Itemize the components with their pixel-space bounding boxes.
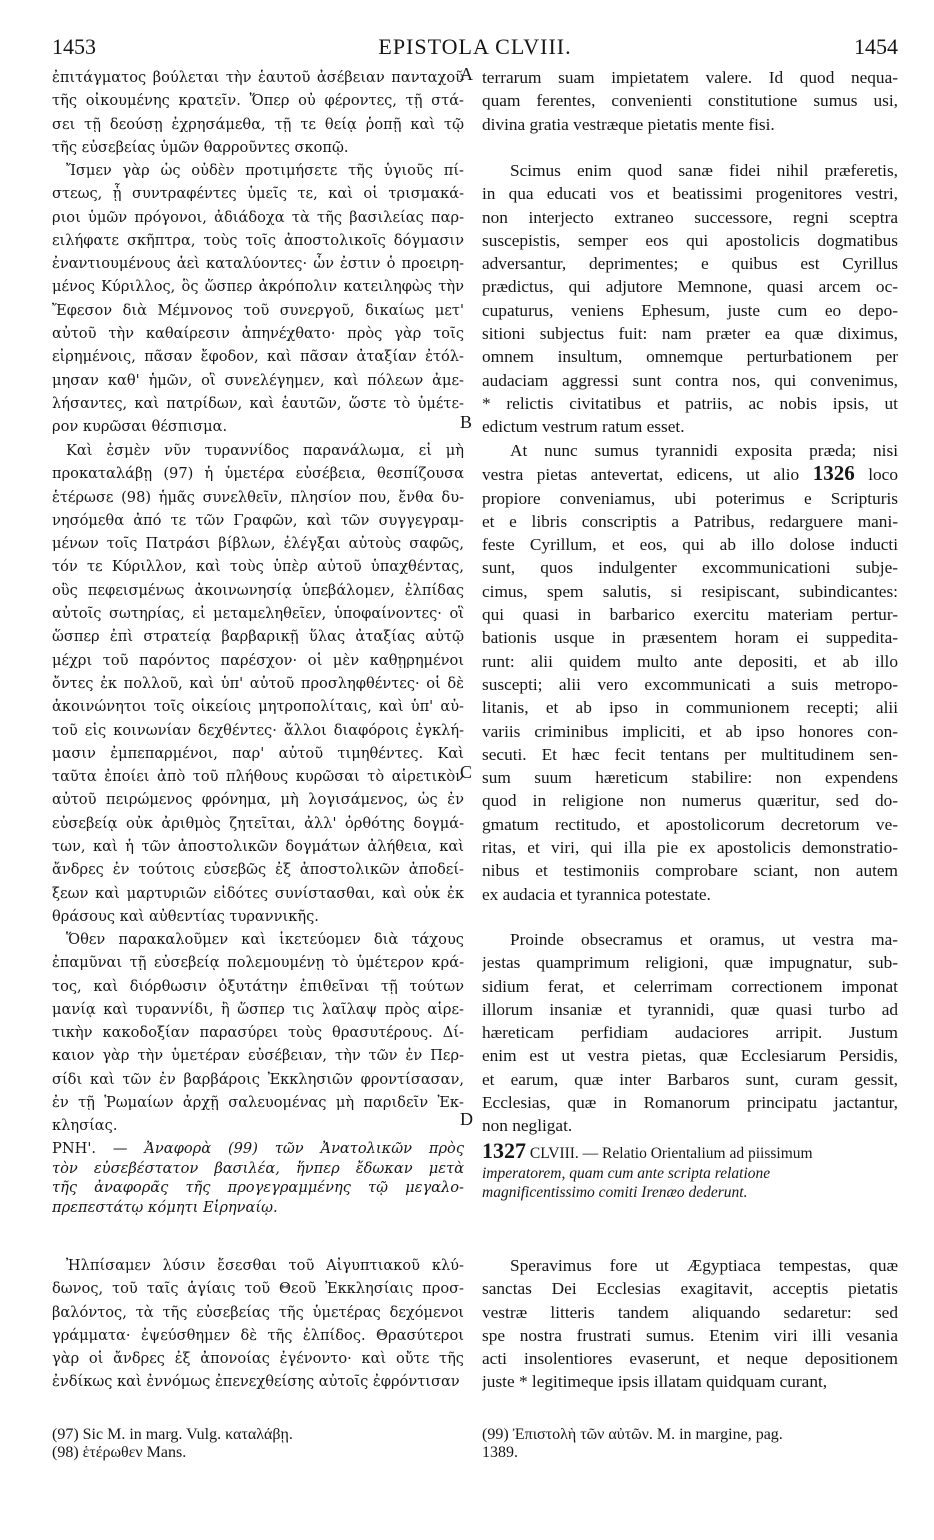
greek-paragraph-4	[52, 928, 464, 1138]
text-line: et earum, quæ inter Barbaros sunt, curam gessit,	[482, 1069, 898, 1089]
text-line: cimus, spem salutis, si resipiscant, subindicantes:	[482, 581, 898, 601]
text-line: sitioni subjectus fuit: nam præter ea quæ diximus,	[482, 324, 898, 344]
column-number: 1326	[812, 462, 855, 486]
text-line: εὐσεβείᾳ οὐκ ἀριθμὸς ζητεῖται, ἀλλ' ὀρθότης δογμά-	[52, 814, 464, 832]
footnote-99-cont: 1389.	[482, 1444, 518, 1461]
footnote-97: (97) Sic M. in marg. Vulg. καταλάβῃ.	[52, 1426, 293, 1443]
text-line: ὄντες ἐκ πολλοῦ, καὶ ὑπ' αὐτοῦ προσληφθέντες· οἱ δὲ	[52, 674, 464, 692]
latin-paragraph-1	[482, 66, 898, 136]
margin-letter-c: C	[460, 762, 473, 782]
text-line: τος, καὶ διόρθωσιν ὀξυτάτην ἐπιθεῖναι τῇ τούτων	[52, 977, 464, 995]
text-line: et e libris conscriptis a Patribus, redarguere mani-	[482, 511, 898, 531]
text-line: edictum vestrum ratum esset.	[482, 417, 685, 437]
text-line: δωνος, τοῦ ταῖς ἁγίαις τοῦ Θεοῦ Ἐκκλησίαις προσ-	[52, 1280, 464, 1298]
greek-footnotes	[52, 1426, 464, 1462]
text-line: ritas, et viri, qui illa pie ex apostolicis demonstratio-	[482, 838, 898, 858]
text-line: ἄνδρες ἐν τούτοις εὐσεβῶς ἐξ ἀποστολικῶν ἀποδεί-	[52, 861, 464, 879]
text-line: λήσαντες, καὶ πατρίδων, καὶ ἑαυτῶν, ὥστε τὸ ὑμέτε-	[52, 394, 464, 412]
text-line: bationis usque in præsentem horam ei suppedita-	[482, 628, 898, 648]
latin-heading-line-2: imperatorem, quam cum ante scripta relatione	[482, 1164, 771, 1182]
text-line: τοῦ εἰς κοινωνίαν δεχθέντες· ἄλλοι διαφόροις ἐγκλή-	[52, 721, 464, 739]
text-line: οὓς πεφεισμένως ἀκοινωνησίᾳ ὑπεβάλομεν, ἐλπίδας	[52, 581, 464, 599]
text-line: quod in religione non numerus quæritur, sed do-	[482, 791, 898, 811]
greek-paragraph-1	[52, 66, 464, 159]
text-line: τὸν εὐσεβέστατον βασιλέα, ἥνπερ ἔδωκαν μετὰ	[52, 1159, 464, 1177]
text-line: μασιν ἐμπεπαρμένοι, παρ' αὐτοῦ τιμηθέντες. Καὶ	[52, 744, 464, 762]
latin-paragraph-4	[482, 928, 898, 1138]
text-line: ἐν τῇ Ῥωμαίων ἀρχῇ σαλευομένας μὴ παριδεῖν Ἐκ-	[52, 1094, 464, 1112]
text-line: πρεπεστάτῳ κόμητι Εἰρηναίῳ.	[52, 1198, 278, 1216]
text-line: αὐτοῖς σωτηρίας, εἰ μεταμεληθεῖεν, ὑποφαίνοντες· οἳ	[52, 605, 464, 623]
text-line: αὐτοῦ πειρώμενος φρόνημα, μὴ λογισάμενος, ὡς ἐν	[52, 791, 464, 809]
text-line: non negligat.	[482, 1116, 573, 1136]
text-line: adversantur, deprimentes; e quibus est Cyrillus	[482, 254, 898, 274]
greek-paragraph-5	[52, 1254, 464, 1394]
text-line: τόν τε Κύριλλον, καὶ τοὺς ὑπὲρ αὐτοῦ ὑπαχθέντας,	[52, 558, 464, 576]
text-line: μένων τοῖς Πατράσι βίβλων, ἐλέγξαι αὐτοὺς σαφῶς,	[52, 535, 464, 553]
text-line: τῆς ἀναφορᾶς τῆς προγεγραμμένης τῷ μεγαλο-	[52, 1179, 464, 1196]
footnote-98: (98) ἑτέρωθεν Mans.	[52, 1444, 187, 1461]
text-line: ἐπιτάγματος βούλεται τὴν ἑαυτοῦ ἀσέβειαν πανταχοῦ	[52, 69, 464, 86]
text-line: prædictus, qui adjutore Memnone, quasi arcem oc-	[482, 277, 898, 297]
text-line: sunt, quos indulgenter excommunicationi subje-	[482, 558, 898, 578]
text-line: hæreticam perfidiam audaciores arripit. Justum	[482, 1023, 898, 1043]
latin-section-heading	[482, 1141, 898, 1203]
text-line: κλησίας.	[52, 1117, 118, 1135]
text-line: Ἔφεσον διὰ Μέμνονος τοῦ συνεργοῦ, δικαίως μετ'	[52, 301, 464, 319]
margin-letter-b: B	[460, 412, 473, 432]
text-line: ἐπαμῦναι τῇ εὐσεβείᾳ πολεμουμένῃ τὸ ὑμέτερον κρά-	[52, 954, 464, 972]
text-line: νησόμεθα ἀπό τε τῶν Γραφῶν, καὶ τῶν συγγεγραμ-	[52, 511, 464, 529]
running-title: EPISTOLA CLVIII.	[378, 34, 572, 59]
text-line: προκαταλάβῃ (97) ἡ ὑμετέρα εὐσέβεια, θεσπίζουσα	[52, 465, 464, 483]
text-line: suscepistis, semper eos qui apostolicis dogmatibus	[482, 230, 898, 250]
text-line: Ἠλπίσαμεν λύσιν ἔσεσθαι τοῦ Αἰγυπτιακοῦ κλύ-	[66, 1257, 464, 1274]
text-line: * relictis civitatibus et patriis, ac nobis ipsis, ut	[482, 393, 898, 413]
text-line: audaciam aggressi sunt contra nos, qui convenimus,	[482, 370, 898, 390]
greek-paragraph-3	[52, 439, 464, 928]
text-line: Καὶ ἐσμὲν νῦν τυραννίδος παρανάλωμα, εἰ μὴ	[66, 442, 464, 459]
text-line: propiore conveniamus, ubi poterimus e Scripturis	[482, 488, 898, 508]
running-head	[52, 34, 898, 64]
text-line: runt: alii quidem multo ante depositi, et ab illo	[482, 651, 898, 671]
text-line: εἰρημένοις, πᾶσαν ἔφοδον, καὶ πᾶσαν ἀταξίαν ἐτόλ-	[52, 348, 464, 366]
text-line: terrarum suam impietatem valere. Id quod nequa-	[482, 68, 898, 87]
text-segment: vestra pietas antevertat, edicens, ut alio	[482, 465, 813, 485]
text-line: ἐναντιουμένους ἀεὶ καταλύοντες· ὧν ἐστιν ὁ προειρη-	[52, 255, 464, 273]
text-line: litanis, et ab ipso in communionem recepti; alii	[482, 698, 898, 718]
text-line: τῆς οἰκουμένης κρατεῖν. Ὅπερ οὐ φέροντες, τῇ στά-	[52, 92, 464, 110]
footnote-99: (99) Ἐπιστολὴ τῶν αὐτῶν. M. in margine, pag.	[482, 1426, 783, 1443]
margin-letter-a: A	[460, 64, 473, 84]
greek-section-heading	[52, 1139, 464, 1217]
text-line: ἐνδίκως καὶ ἐννόμως ἐπενεχθείσης αὐτοῖς ἐφρόντισαν	[52, 1373, 460, 1391]
latin-paragraph-5	[482, 1254, 898, 1394]
text-line: Ὅθεν παρακαλοῦμεν καὶ ἱκετεύομεν διὰ τάχους	[66, 931, 464, 948]
latin-heading-line	[482, 1141, 898, 1164]
text-line: μανίᾳ καὶ τυραννίδι, ἢ ὥσπερ τις λαῖλαψ πρὸς αἱρε-	[52, 1000, 464, 1018]
text-line: quam ferentes, convenienti constitutione sumus usi,	[482, 91, 898, 111]
text-line: γὰρ οἱ ἄνδρες ἐξ ἀπονοίας ἐγένοντο· καὶ οὔτε τῆς	[52, 1350, 464, 1368]
latin-paragraph-2	[482, 159, 898, 439]
text-line: ξεων καὶ μαρτυριῶν εἰδότες συνίστασθαι, καὶ οὐκ ἐκ	[52, 884, 464, 902]
text-line: sum suum hæreticum stabilire: non expendens	[482, 768, 898, 788]
text-line: τικὴν κακοδοξίαν παρασύρει τοὺς θρασυτέρους. Δί-	[52, 1024, 464, 1042]
text-line: enim est ut vestra pietas, quæ Ecclesiarum Persidis,	[482, 1046, 898, 1066]
text-line: στεως, ᾗ συντραφέντες ὑμεῖς τε, καὶ οἱ τρισμακά-	[52, 185, 464, 203]
margin-letter-d: D	[460, 1109, 473, 1129]
text-line: in qua educati vos et beatissimi progenitores vestri,	[482, 184, 898, 204]
text-line: Ἴσμεν γὰρ ὡς οὐδὲν προτιμήσετε τῆς ὑγιοῦς πί-	[66, 162, 464, 179]
column-number: 1327	[482, 1141, 526, 1163]
text-line: feste Cyrillum, et eos, qui ab illo dolose inducti	[482, 535, 898, 555]
text-line: των, καὶ ἡ τῶν ἀποστολικῶν δογμάτων ἀλήθεια, καὶ	[52, 838, 464, 856]
text-line: ex audacia et tyrannica potestate.	[482, 884, 711, 904]
heading-title: Ἀναφορὰ (99) τῶν Ἀνατολικῶν πρὸς	[144, 1140, 464, 1157]
text-line: ταῦτα ἐποίει ἀπὸ τοῦ πλήθους κυρῶσαι τὸ αἱρετικὸν	[52, 768, 464, 786]
text-line: τῆς εὐσεβείας ὑμῶν θαρροῦντες σκοπῷ.	[52, 138, 349, 156]
text-line: Speravimus fore ut Ægyptiaca tempestas, quæ	[510, 1256, 898, 1275]
text-line: spe nostra frustrati sumus. Etenim viri illi vesania	[482, 1325, 898, 1345]
latin-heading-line-3: magnificentissimo comiti Irenæo dederunt.	[482, 1184, 748, 1201]
greek-paragraph-2	[52, 159, 464, 439]
text-line: ὥσπερ ἐπὶ στρατείᾳ βαρβαρικῇ ὕλας ἀταξίας αὐτῷ	[52, 628, 464, 646]
text-line: At nunc sumus tyrannidi exposita præda; nisi	[510, 441, 898, 460]
text-line: vestræ litteris tandem aliquando sedaretur: sed	[482, 1302, 898, 1322]
text-line: καιον γὰρ τὴν ὑμετέραν εὐσέβειαν, τὴν τῶν ἐν Περ-	[52, 1047, 464, 1065]
text-line: ἑτέρωσε (98) ἡμᾶς συνελθεῖν, πλησίον που, ἔνθα δυ-	[52, 488, 464, 506]
text-line: ρον κυρῶσαι θέσπισμα.	[52, 418, 228, 436]
heading-number: ΡΝΗ'. —	[52, 1140, 145, 1157]
latin-paragraph-3	[482, 439, 898, 906]
text-line: jestas quamprimum religioni, quæ impugnatur, sub-	[482, 953, 898, 973]
text-line: omnem insultum, omnemque perturbationem per	[482, 347, 898, 367]
text-line: cupaturus, veniens Ephesum, juste cum eo depo-	[482, 300, 898, 320]
text-line: μησαν καθ' ἡμῶν, οἳ συνελέγημεν, καὶ πόλεων ἀμε-	[52, 371, 464, 389]
latin-heading-line-1: CLVIII. — Relatio Orientalium ad piissimum	[529, 1145, 813, 1162]
text-line: ειλήφατε σκῆπτρα, τοὺς τοῖς ἀποστολικοῖς δόγμασιν	[52, 231, 464, 249]
text-line: Proinde obsecramus et oramus, ut vestra ma-	[510, 930, 898, 949]
text-line: qui quasi in barbarico exercitu materiam pertur-	[482, 605, 898, 625]
text-line: γράμματα· ἐψεύσθημεν δὲ τῆς ἐλπίδος. Θρασύτεροι	[52, 1326, 464, 1344]
latin-footnotes	[482, 1426, 898, 1462]
text-line: μέχρι τοῦ παρόντος παρέσχον· οἱ μὲν καθῃρημένοι	[52, 651, 464, 669]
text-line: juste * legitimeque ipsis illatam quidquam curant,	[482, 1372, 828, 1392]
text-segment: loco	[854, 465, 898, 485]
text-line: variis criminibus impliciti, et ab ipso honores con-	[482, 721, 898, 741]
page-number-right: 1454	[854, 34, 898, 59]
text-line: αὐτοῦ τὴν καθαίρεσιν ἀπηνέχθατο· πρὸς γὰρ τοῖς	[52, 325, 464, 343]
text-line: μένος Κύριλλος, ὃς ὥσπερ ἀκρόπολιν κατειληφὼς τὴν	[52, 278, 464, 296]
text-line: secuti. Et hæc fecit tentans per multitudinem sen-	[482, 744, 898, 764]
text-line: ἀκοινώνητοι τοῖς οἰκείοις μητροπολίταις, καὶ ὑπ' αὐ-	[52, 698, 464, 716]
text-line: non interjecto extraneo successore, regni sceptra	[482, 207, 898, 227]
text-line: σει τῇ δεούσῃ ἐχρησάμεθα, τῇ τε θείᾳ ῥοπῇ καὶ τῷ	[52, 115, 464, 133]
text-line: divina gratia vestræque pietatis mente fisi.	[482, 114, 775, 134]
text-line: ριοι ὑμῶν πρόγονοι, ἀδιάδοχα τὰ τῆς βασιλείας παρ-	[52, 208, 464, 226]
text-line: sanctas Dei Ecclesias exagitavit, acceptis pietatis	[482, 1279, 898, 1299]
text-line: βαλόντος, τὰ τῆς εὐσεβείας τῆς ὑμετέρας δεχόμενοι	[52, 1303, 464, 1321]
text-line: θράσους καὶ αὐθεντίας τυραννικῆς.	[52, 907, 319, 925]
text-line: suscepti; alii vero excommunicati a suis metropo-	[482, 674, 898, 694]
text-line: nibus et testimoniis comprobare sciant, non autem	[482, 861, 898, 881]
text-line	[52, 1139, 464, 1159]
text-line: Scimus enim quod sanæ fidei nihil præferetis,	[510, 161, 898, 180]
text-line	[482, 462, 898, 486]
text-line: σίδι καὶ τῶν ἐν βαρβάροις Ἐκκλησιῶν φροντίσασαν,	[52, 1070, 464, 1088]
text-line: sidium ferat, et celerrimam correctionem imponat	[482, 976, 898, 996]
text-line: illorum insaniæ et tyrannidi, quæ quasi turbo ad	[482, 999, 898, 1019]
text-line: gmatum rectitudo, et apostolicorum decretorum ve-	[482, 814, 898, 834]
page-number-left: 1453	[52, 34, 96, 59]
text-line: acti insolentiores evaserunt, et neque depositionem	[482, 1349, 898, 1369]
text-line: Ecclesias, quæ in Romanorum principatu jactantur,	[482, 1093, 898, 1113]
